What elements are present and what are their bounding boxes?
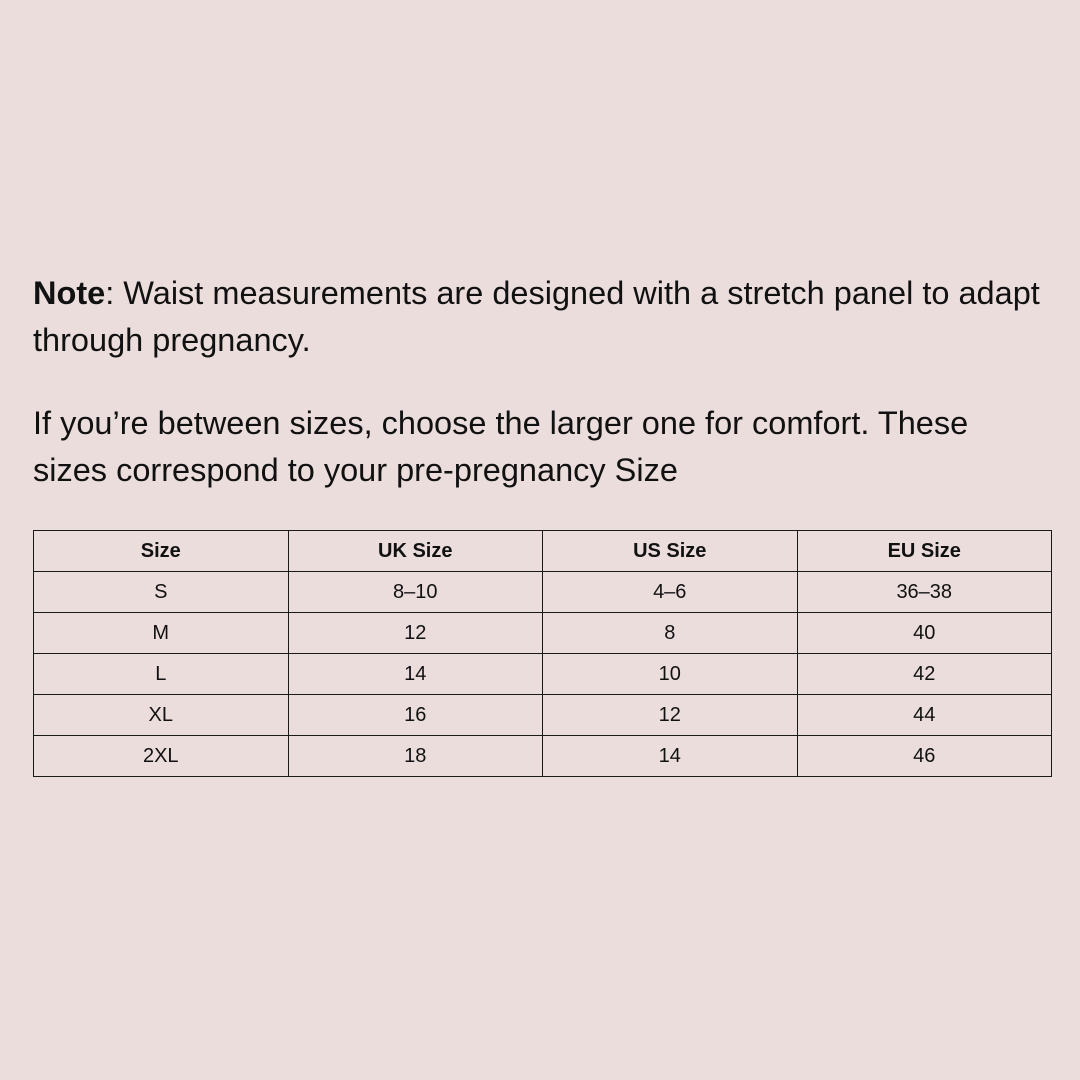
cell-eu-size: 40 bbox=[797, 613, 1052, 654]
cell-us-size: 14 bbox=[543, 736, 798, 777]
cell-us-size: 10 bbox=[543, 654, 798, 695]
cell-eu-size: 44 bbox=[797, 695, 1052, 736]
cell-uk-size: 14 bbox=[288, 654, 543, 695]
header-us-size: US Size bbox=[543, 531, 798, 572]
cell-size: L bbox=[34, 654, 289, 695]
cell-uk-size: 18 bbox=[288, 736, 543, 777]
table-row bbox=[34, 613, 1052, 654]
note-paragraph bbox=[33, 270, 1043, 364]
cell-eu-size: 46 bbox=[797, 736, 1052, 777]
header-uk-size: UK Size bbox=[288, 531, 543, 572]
cell-us-size: 8 bbox=[543, 613, 798, 654]
header-eu-size: EU Size bbox=[797, 531, 1052, 572]
note-text: : Waist measurements are designed with a stretch panel to adapt through pregnancy. bbox=[33, 275, 1040, 358]
cell-size: S bbox=[34, 572, 289, 613]
size-chart-table bbox=[33, 530, 1052, 777]
note-label: Note bbox=[33, 275, 106, 311]
table-header-row bbox=[34, 531, 1052, 572]
table-row bbox=[34, 736, 1052, 777]
cell-eu-size: 36–38 bbox=[797, 572, 1052, 613]
cell-uk-size: 16 bbox=[288, 695, 543, 736]
cell-uk-size: 8–10 bbox=[288, 572, 543, 613]
cell-eu-size: 42 bbox=[797, 654, 1052, 695]
cell-us-size: 4–6 bbox=[543, 572, 798, 613]
table-row bbox=[34, 695, 1052, 736]
sizing-advice-paragraph: If you’re between sizes, choose the larger one for comfort. These sizes correspond to your pre-pregnancy Size bbox=[33, 405, 969, 488]
cell-uk-size: 12 bbox=[288, 613, 543, 654]
cell-size: 2XL bbox=[34, 736, 289, 777]
cell-us-size: 12 bbox=[543, 695, 798, 736]
cell-size: XL bbox=[34, 695, 289, 736]
table-row bbox=[34, 654, 1052, 695]
cell-size: M bbox=[34, 613, 289, 654]
table-row bbox=[34, 572, 1052, 613]
header-size: Size bbox=[34, 531, 289, 572]
